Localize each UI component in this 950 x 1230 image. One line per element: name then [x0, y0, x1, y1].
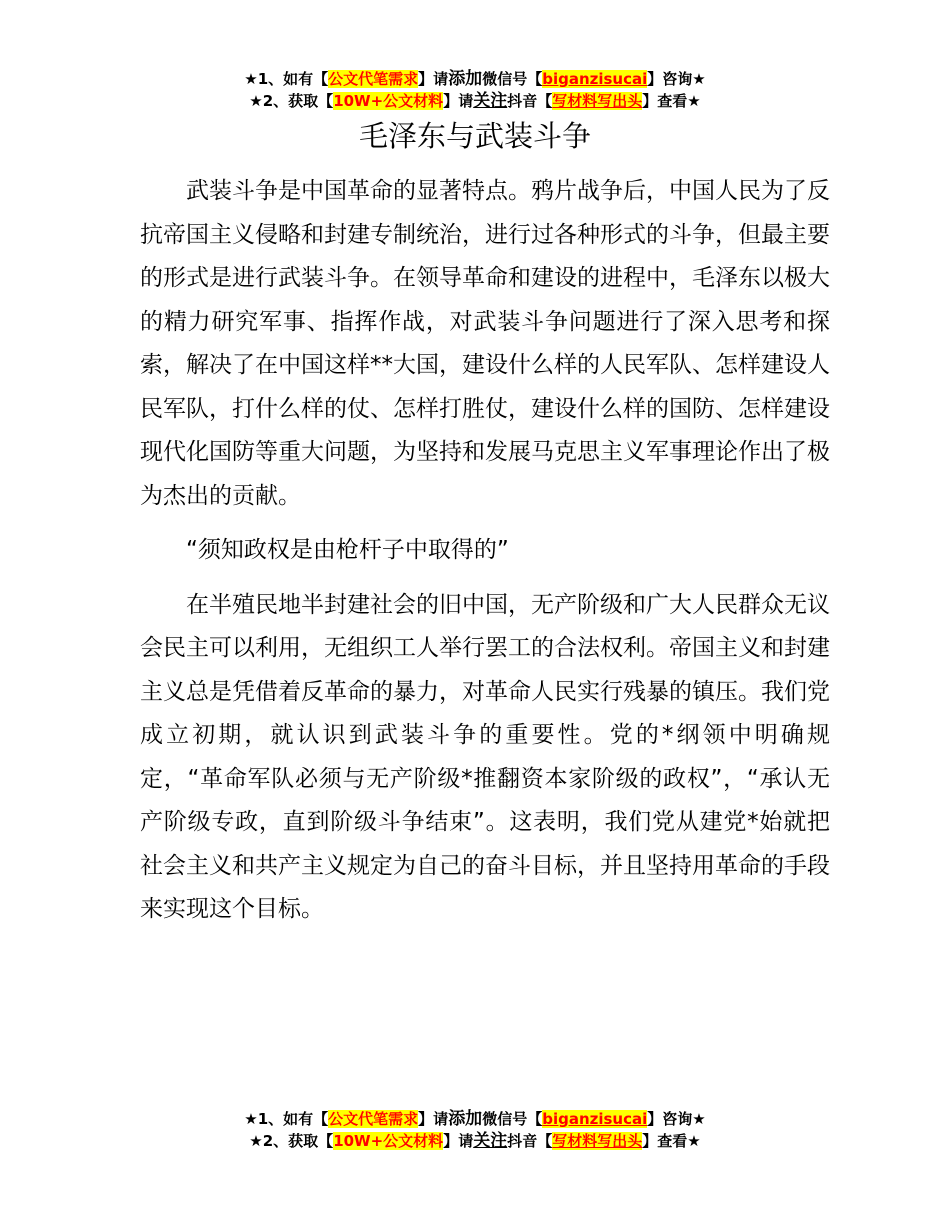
promo-text: 抖音【: [507, 92, 553, 110]
promo-text: 抖音【: [507, 1132, 553, 1150]
paragraph: 武装斗争是中国革命的显著特点。鸦片战争后，中国人民为了反抗帝国主义侵略和封建专制统治，进行过各种形式的斗争，但最主要的形式是进行武装斗争。在领导革命和建设的进程中，毛泽东以极大的精力研究军事、指挥作战，对武装斗争问题进行了深入思考和探索，解决了在中国这样**大国，建设什么样的人民军队、怎样建设人民军队，打什么样的仗、怎样打胜仗，建设什么样的国防、怎样建设现代化国防等重大问题，为坚持和发展马克思主义军事理论作出了极为杰出的贡献。: [140, 178, 830, 509]
promo-douyin-id: 写材料写出头: [552, 92, 643, 110]
promo-wechat-id: biganzisucai: [542, 1110, 648, 1128]
promo-text: 】查看★: [642, 92, 701, 110]
promo-line-1: [0, 1108, 950, 1130]
promo-wechat-id: biganzisucai: [542, 70, 648, 88]
header-promo: [0, 68, 950, 112]
promo-highlight: 公文代笔需求: [328, 1110, 419, 1128]
promo-line-1: [0, 68, 950, 90]
promo-text: 】请: [443, 1132, 474, 1150]
promo-line-2: [0, 90, 950, 112]
promo-text: ★2、获取【: [249, 92, 334, 110]
promo-text: 】请: [418, 70, 449, 88]
promo-text: ★2、获取【: [249, 1132, 334, 1150]
section-heading: “须知政权是由枪杆子中取得的”: [186, 537, 509, 563]
promo-douyin-id: 写材料写出头: [552, 1132, 643, 1150]
promo-text: 】咨询★: [647, 70, 706, 88]
footer-promo: [0, 1108, 950, 1152]
promo-text: ★1、如有【: [244, 1110, 329, 1128]
promo-text: ★1、如有【: [244, 70, 329, 88]
promo-text: 】请: [418, 1110, 449, 1128]
promo-highlight: 公文代笔需求: [328, 70, 419, 88]
promo-emphasis: 关注: [473, 1131, 508, 1151]
promo-highlight: 10W+公文材料: [333, 92, 444, 110]
promo-text: 】请: [443, 92, 474, 110]
promo-text: 】查看★: [642, 1132, 701, 1150]
promo-text: 微信号【: [482, 70, 543, 88]
promo-line-2: [0, 1130, 950, 1152]
promo-text: 】咨询★: [647, 1110, 706, 1128]
promo-highlight: 10W+公文材料: [333, 1132, 444, 1150]
promo-emphasis: 关注: [473, 91, 508, 111]
document-title: 毛泽东与武装斗争: [358, 119, 591, 153]
document-body: [140, 170, 830, 943]
paragraph: 在半殖民地半封建社会的旧中国，无产阶级和广大人民群众无议会民主可以利用，无组织工人举行罢工的合法权利。帝国主义和封建主义总是凭借着反革命的暴力，对革命人民实行残暴的镇压。我们党成立初期，就认识到武装斗争的重要性。党的*纲领中明确规定，“革命军队必须与无产阶级*推翻资本家阶级的政权”，“承认无产阶级专政，直到阶级斗争结束”。这表明，我们党从建党*始就把社会主义和共产主义规定为自己的奋斗目标，并且坚持用革命的手段来实现这个目标。: [140, 591, 830, 922]
promo-text: 微信号【: [482, 1110, 543, 1128]
promo-emphasis: 添加: [448, 1109, 483, 1129]
promo-emphasis: 添加: [448, 69, 483, 89]
